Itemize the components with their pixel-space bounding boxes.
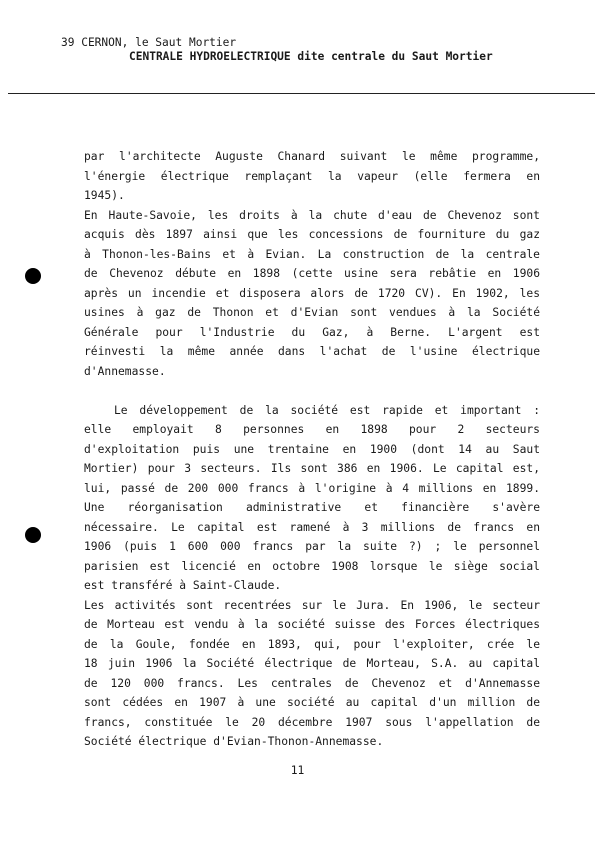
document-body [84,147,540,752]
text-line: parisien est licencié en octobre 1908 lorsque le siège social [84,559,540,573]
header-title: CENTRALE HYDROELECTRIQUE dite centrale du Saut Mortier [129,49,493,63]
text-line: d'exploitation puis une trentaine en 1900 (dont 14 au Saut [84,442,540,456]
text-line: Une réorganisation administrative et financière s'avère [84,501,540,514]
text-line: d'Annemasse. [84,364,166,378]
text-line: de 120 000 francs. Les centrales de Chevenoz et d'Annemasse [84,676,540,690]
header-location: 39 CERNON, le Saut Mortier [61,36,237,49]
binder-hole-mark [25,527,41,543]
paragraph [84,401,540,596]
text-line: par l'architecte Auguste Chanard suivant le même programme, [84,150,540,163]
page-header [61,36,541,63]
text-line: Le développement de la société est rapide et important : [114,403,540,417]
text-line: à Thonon-les-Bains et à Evian. La construction de la centrale [84,247,540,261]
text-line: l'énergie électrique remplaçant la vapeur (elle fermera en [84,169,540,183]
text-line: de Morteau est vendu à la société suisse des Forces électriques [84,618,540,631]
text-line: elle employait 8 personnes en 1898 pour 2 secteurs [84,423,540,436]
text-line: après un incendie et disposera alors de 1720 CV). En 1902, les [84,286,540,300]
text-line: francs, constituée le 20 décembre 1907 sous l'appellation de [84,715,540,729]
text-line: Les activités sont recentrées sur le Jura. En 1906, le secteur [84,598,540,612]
text-line: usines à gaz de Thonon et d'Evian sont vendues à la Société [84,306,540,319]
text-line: Société électrique d'Evian-Thonon-Annemasse. [84,735,384,748]
text-line: En Haute-Savoie, les droits à la chute d'eau de Chevenoz sont [84,208,540,222]
header-rule [8,93,595,94]
text-line: Mortier) pour 3 secteurs. Ils sont 386 en 1906. Le capital est, [84,462,540,475]
paragraph [84,147,540,206]
text-line: lui, passé de 200 000 francs à l'origine à 4 millions en 1899. [84,481,540,495]
text-line: 1906 (puis 1 600 000 francs par la suite ?) ; le personnel [84,540,540,553]
page-number: 11 [290,764,305,777]
paragraph [84,596,540,752]
text-line: sont cédées en 1907 à une société au capital d'un million de [84,696,540,709]
paragraph [84,206,540,382]
text-line: 1945). [84,189,125,202]
text-line: de la Goule, fondée en 1893, qui, pour l'exploiter, crée le [84,637,540,651]
text-line: Générale pour l'Industrie du Gaz, à Berne. L'argent est [84,325,540,339]
text-line: réinvesti la même année dans l'achat de l'usine électrique [84,345,540,358]
text-line: 18 juin 1906 la Société électrique de Morteau, S.A. au capital [84,657,540,670]
text-line: de Chevenoz débute en 1898 (cette usine sera rebâtie en 1906 [84,267,540,280]
binder-hole-mark [25,268,41,284]
text-line: nécessaire. Le capital est ramené à 3 millions de francs en [84,520,540,534]
text-line: est transféré à Saint-Claude. [84,579,282,592]
text-line: acquis dès 1897 ainsi que les concessions de fourniture du gaz [84,228,540,241]
